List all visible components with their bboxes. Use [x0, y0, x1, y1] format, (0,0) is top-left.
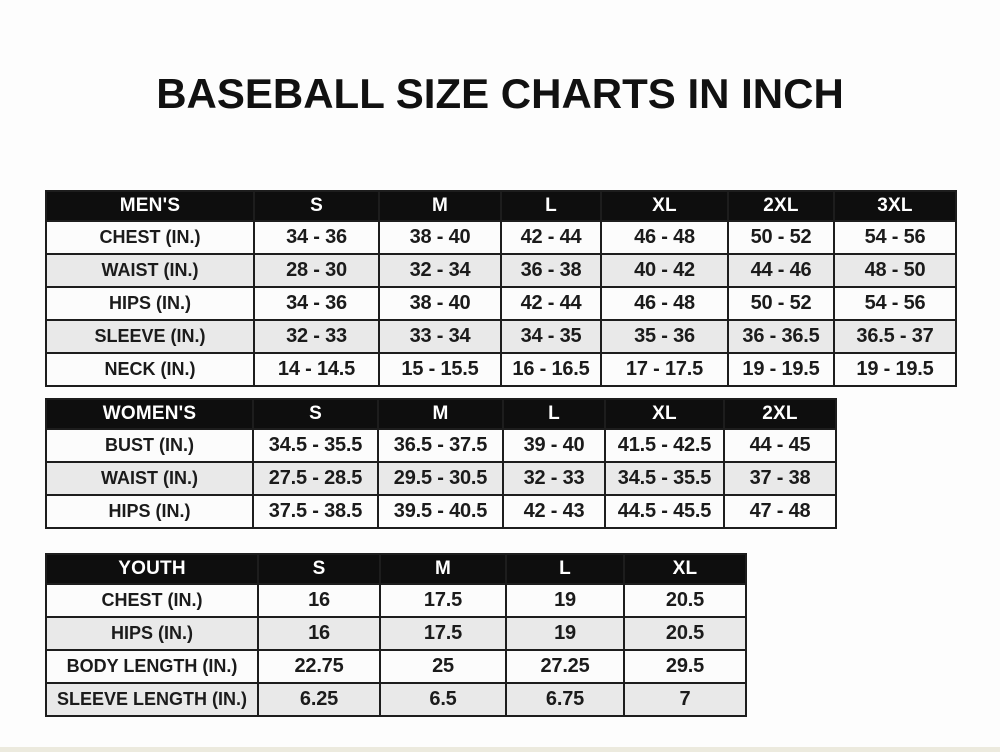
column-header: 2XL	[724, 399, 836, 429]
size-value: 36 - 38	[501, 254, 601, 287]
row-label: SLEEVE (IN.)	[46, 320, 254, 353]
size-value: 29.5 - 30.5	[378, 462, 503, 495]
size-value: 17 - 17.5	[601, 353, 728, 386]
size-value: 27.25	[506, 650, 624, 683]
row-label: CHEST (IN.)	[46, 584, 258, 617]
row-label: BODY LENGTH (IN.)	[46, 650, 258, 683]
size-value: 19	[506, 584, 624, 617]
size-value: 41.5 - 42.5	[605, 429, 724, 462]
womens-size-table	[45, 398, 837, 529]
size-value: 34 - 35	[501, 320, 601, 353]
size-value: 37 - 38	[724, 462, 836, 495]
size-value: 19	[506, 617, 624, 650]
column-header: XL	[601, 191, 728, 221]
size-value: 6.25	[258, 683, 380, 716]
size-value: 16	[258, 584, 380, 617]
size-value: 28 - 30	[254, 254, 379, 287]
size-value: 40 - 42	[601, 254, 728, 287]
youth-size-table	[45, 553, 747, 717]
table-row	[46, 584, 746, 617]
size-value: 14 - 14.5	[254, 353, 379, 386]
table-header-row	[46, 554, 746, 584]
table-title-header: WOMEN'S	[46, 399, 253, 429]
table-row	[46, 617, 746, 650]
column-header: S	[254, 191, 379, 221]
table-row	[46, 650, 746, 683]
column-header: L	[506, 554, 624, 584]
size-value: 27.5 - 28.5	[253, 462, 378, 495]
size-value: 34 - 36	[254, 287, 379, 320]
size-value: 19 - 19.5	[728, 353, 834, 386]
size-value: 42 - 44	[501, 221, 601, 254]
column-header: 2XL	[728, 191, 834, 221]
size-value: 47 - 48	[724, 495, 836, 528]
size-value: 39.5 - 40.5	[378, 495, 503, 528]
size-value: 32 - 33	[503, 462, 605, 495]
size-value: 6.75	[506, 683, 624, 716]
size-value: 16 - 16.5	[501, 353, 601, 386]
row-label: BUST (IN.)	[46, 429, 253, 462]
size-value: 34 - 36	[254, 221, 379, 254]
row-label: NECK (IN.)	[46, 353, 254, 386]
size-value: 48 - 50	[834, 254, 956, 287]
table-row	[46, 320, 956, 353]
size-value: 44 - 45	[724, 429, 836, 462]
size-value: 54 - 56	[834, 287, 956, 320]
table-title-header: MEN'S	[46, 191, 254, 221]
size-value: 54 - 56	[834, 221, 956, 254]
size-value: 7	[624, 683, 746, 716]
size-value: 16	[258, 617, 380, 650]
size-value: 34.5 - 35.5	[605, 462, 724, 495]
size-value: 29.5	[624, 650, 746, 683]
page-bottom-edge	[0, 747, 1000, 752]
size-value: 20.5	[624, 617, 746, 650]
row-label: WAIST (IN.)	[46, 462, 253, 495]
size-value: 17.5	[380, 617, 506, 650]
table-row	[46, 221, 956, 254]
column-header: XL	[605, 399, 724, 429]
size-value: 33 - 34	[379, 320, 501, 353]
size-value: 19 - 19.5	[834, 353, 956, 386]
column-header: M	[380, 554, 506, 584]
table-row	[46, 462, 836, 495]
column-header: S	[253, 399, 378, 429]
column-header: M	[379, 191, 501, 221]
page-title: BASEBALL SIZE CHARTS IN INCH	[156, 70, 844, 117]
table-row	[46, 254, 956, 287]
size-value: 25	[380, 650, 506, 683]
row-label: HIPS (IN.)	[46, 287, 254, 320]
column-header: S	[258, 554, 380, 584]
size-value: 35 - 36	[601, 320, 728, 353]
size-value: 46 - 48	[601, 221, 728, 254]
table-row	[46, 429, 836, 462]
table-row	[46, 287, 956, 320]
size-value: 32 - 33	[254, 320, 379, 353]
table-row	[46, 683, 746, 716]
table-title-header: YOUTH	[46, 554, 258, 584]
size-value: 44.5 - 45.5	[605, 495, 724, 528]
row-label: WAIST (IN.)	[46, 254, 254, 287]
row-label: SLEEVE LENGTH (IN.)	[46, 683, 258, 716]
size-value: 50 - 52	[728, 221, 834, 254]
size-value: 44 - 46	[728, 254, 834, 287]
table-header-row	[46, 191, 956, 221]
size-value: 22.75	[258, 650, 380, 683]
size-value: 34.5 - 35.5	[253, 429, 378, 462]
size-value: 36 - 36.5	[728, 320, 834, 353]
table-row	[46, 353, 956, 386]
size-value: 50 - 52	[728, 287, 834, 320]
size-value: 6.5	[380, 683, 506, 716]
mens-size-table	[45, 190, 957, 387]
column-header: M	[378, 399, 503, 429]
size-value: 42 - 44	[501, 287, 601, 320]
size-value: 17.5	[380, 584, 506, 617]
table-header-row	[46, 399, 836, 429]
row-label: HIPS (IN.)	[46, 617, 258, 650]
column-header: L	[503, 399, 605, 429]
row-label: HIPS (IN.)	[46, 495, 253, 528]
size-value: 36.5 - 37.5	[378, 429, 503, 462]
size-value: 37.5 - 38.5	[253, 495, 378, 528]
column-header: 3XL	[834, 191, 956, 221]
size-value: 38 - 40	[379, 221, 501, 254]
size-value: 36.5 - 37	[834, 320, 956, 353]
column-header: XL	[624, 554, 746, 584]
size-value: 39 - 40	[503, 429, 605, 462]
size-value: 38 - 40	[379, 287, 501, 320]
size-value: 32 - 34	[379, 254, 501, 287]
size-value: 42 - 43	[503, 495, 605, 528]
size-value: 15 - 15.5	[379, 353, 501, 386]
table-row	[46, 495, 836, 528]
row-label: CHEST (IN.)	[46, 221, 254, 254]
size-value: 20.5	[624, 584, 746, 617]
column-header: L	[501, 191, 601, 221]
size-value: 46 - 48	[601, 287, 728, 320]
